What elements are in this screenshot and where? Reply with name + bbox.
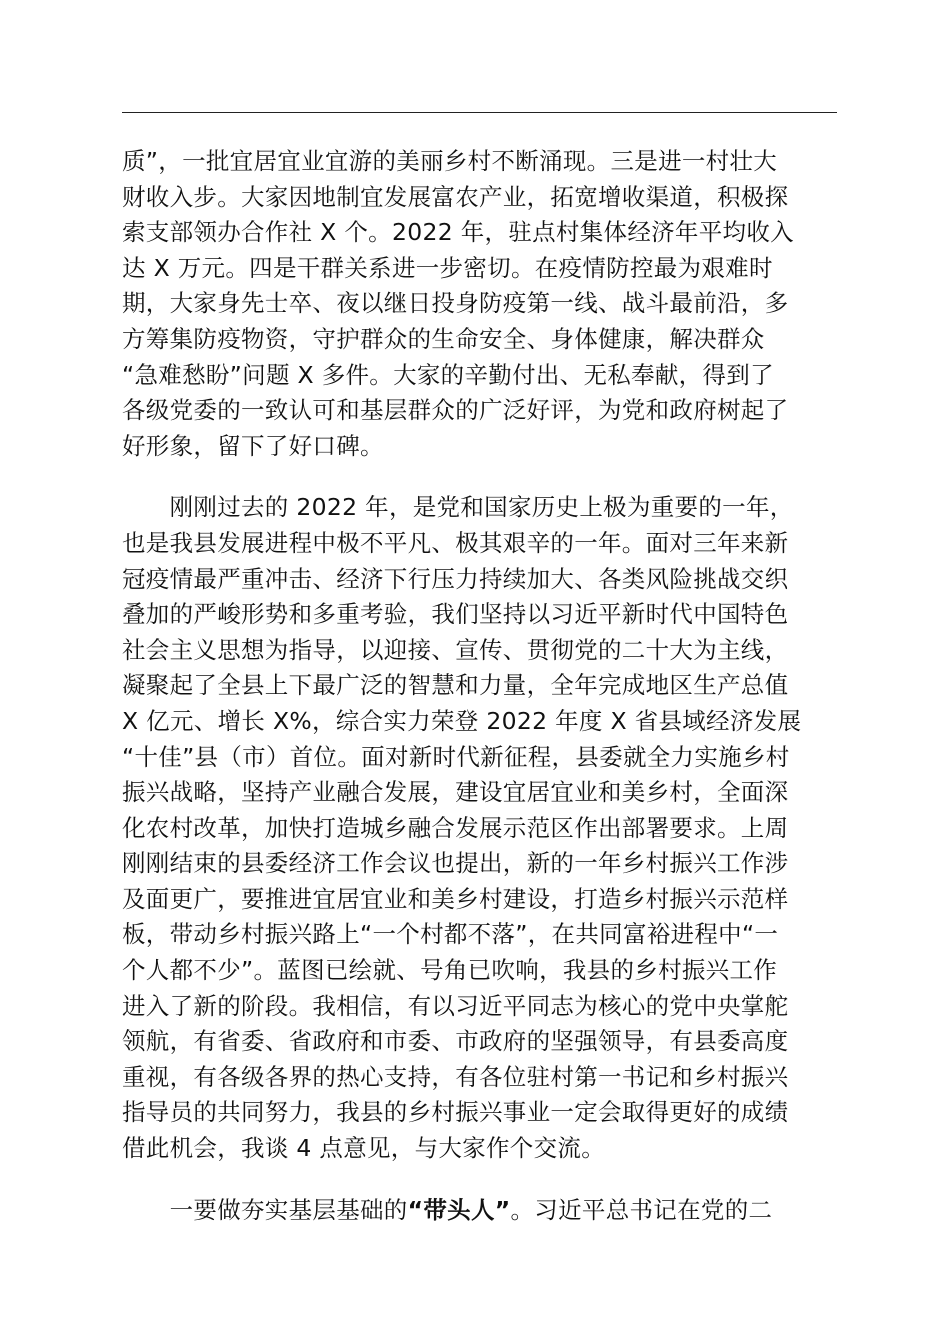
text-line: 进入了新的阶段。我相信，有以习近平同志为核心的党中央掌舵 xyxy=(122,991,789,1020)
text-line: 化农村改革，加快打造城乡融合发展示范区作出部署要求。上周 xyxy=(122,813,789,842)
text-line: 好形象，留下了好口碑。 xyxy=(122,431,384,460)
text-line: 方筹集防疫物资，守护群众的生命安全、身体健康，解决群众 xyxy=(122,324,765,353)
paragraph-2 xyxy=(122,490,839,1166)
text-line xyxy=(122,1193,839,1229)
text-line: 重视，有各级各界的热心支持，有各位驻村第一书记和乡村振兴 xyxy=(122,1062,789,1091)
text-line: 板，带动乡村振兴路上“一个村都不落”，在共同富裕进程中“一 xyxy=(122,920,779,949)
paragraph-1 xyxy=(122,144,839,464)
paragraph-gap xyxy=(122,1167,839,1193)
text-line: 凝聚起了全县上下最广泛的智慧和力量，全年完成地区生产总值 xyxy=(122,671,789,700)
text-line: 叠加的严峻形势和多重考验，我们坚持以习近平新时代中国特色 xyxy=(122,600,789,629)
paragraph-gap xyxy=(122,464,839,490)
document-body xyxy=(122,144,839,1228)
text-line: 指导员的共同努力，我县的乡村振兴事业一定会取得更好的成绩 xyxy=(122,1098,789,1127)
paragraph-3-rest: 。习近平总书记在党的二 xyxy=(510,1195,773,1224)
header-rule xyxy=(122,112,837,113)
text-line: 领航，有省委、省政府和市委、市政府的坚强领导，有县委高度 xyxy=(122,1027,789,1056)
text-line: 各级党委的一致认可和基层群众的广泛好评，为党和政府树起了 xyxy=(122,396,789,425)
text-line: 借此机会，我谈 4 点意见，与大家作个交流。 xyxy=(122,1134,605,1163)
text-line: 刚刚结束的县委经济工作会议也提出，新的一年乡村振兴工作涉 xyxy=(122,849,789,878)
text-line: 冠疫情最严重冲击、经济下行压力持续加大、各类风险挑战交织 xyxy=(122,564,789,593)
text-line: 社会主义思想为指导，以迎接、宣传、贯彻党的二十大为主线， xyxy=(122,635,789,664)
text-line: 刚刚过去的 2022 年，是党和国家历史上极为重要的一年， xyxy=(122,493,794,522)
text-line: 财收入步。大家因地制宜发展富农产业，拓宽增收渠道，积极探 xyxy=(122,182,789,211)
text-line: 质”，一批宜居宜业宜游的美丽乡村不断涌现。三是进一村壮大 xyxy=(122,147,778,175)
text-line: 期，大家身先士卒、夜以继日投身防疫第一线、战斗最前沿，多 xyxy=(122,289,789,318)
text-line: 个人都不少”。蓝图已绘就、号角已吹响，我县的乡村振兴工作 xyxy=(122,956,778,985)
text-line: 达 X 万元。四是干群关系进一步密切。在疫情防控最为艰难时 xyxy=(122,253,773,282)
paragraph-3 xyxy=(122,1193,839,1229)
text-line: 也是我县发展进程中极不平凡、极其艰辛的一年。面对三年来新 xyxy=(122,528,789,557)
text-line: “急难愁盼”问题 X 多件。大家的辛勤付出、无私奉献，得到了 xyxy=(122,360,774,389)
text-line: X 亿元、增长 X%，综合实力荣登 2022 年度 X 省县域经济发展 xyxy=(122,706,802,735)
paragraph-3-lead: 一要做夯实基层基础的 xyxy=(122,1195,408,1224)
paragraph-3-emphasis: “带头人” xyxy=(407,1195,511,1224)
text-line: “十佳”县（市）首位。面对新时代新征程，县委就全力实施乡村 xyxy=(122,742,790,771)
text-line: 及面更广，要推进宜居宜业和美乡村建设，打造乡村振兴示范样 xyxy=(122,884,789,913)
text-line: 振兴战略，坚持产业融合发展，建设宜居宜业和美乡村，全面深 xyxy=(122,778,789,807)
text-line: 索支部领办合作社 X 个。2022 年，驻点村集体经济年平均收入 xyxy=(122,218,794,247)
